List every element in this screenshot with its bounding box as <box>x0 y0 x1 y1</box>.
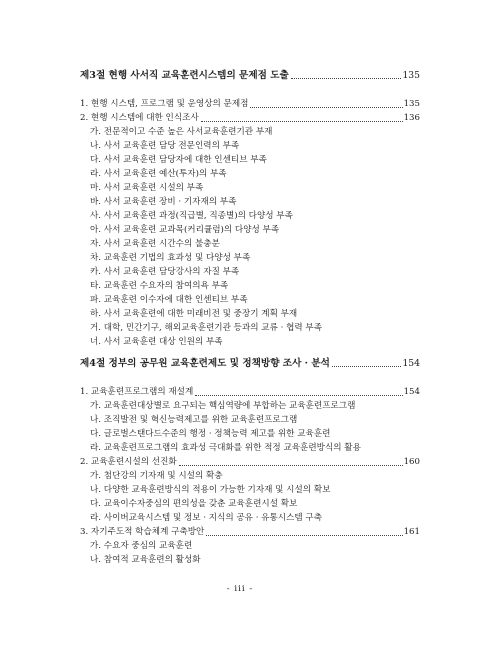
toc-subentry-text: 가. 첨단강의 기자재 및 시설의 확충 <box>90 471 223 481</box>
toc-subentry <box>0 278 480 292</box>
toc-subentry-text: 라. 교육훈련프로그램의 효과성 극대화를 위한 적정 교육훈련방식의 활용 <box>90 443 361 453</box>
toc-subentry <box>0 264 480 278</box>
toc-entry-page: 136 <box>403 113 420 123</box>
toc-subentry-text: 파. 교육훈련 이수자에 대한 인센티브 부족 <box>90 295 248 305</box>
section-4-title: 제4절 정부의 공무원 교육훈련제도 및 정책방향 조사 · 분석 <box>80 358 330 369</box>
toc-subentry-text: 가. 교육훈련대상별로 요구되는 핵심역량에 부합하는 교육훈련프로그램 <box>90 401 356 411</box>
section-3-heading <box>0 67 480 81</box>
toc-subentry <box>0 412 480 426</box>
toc-subentry-text: 나. 조직발전 및 혁신능력제고를 위한 교육훈련프로그램 <box>90 415 298 425</box>
leader-dots <box>179 459 403 466</box>
toc-subentry <box>0 482 480 496</box>
toc-subentry-text: 거. 대학, 민간기구, 해외교육훈련기관 등과의 교류 · 협력 부족 <box>90 323 323 333</box>
toc-entry <box>0 384 480 398</box>
toc-entry-page: 154 <box>403 387 420 397</box>
toc-subentry <box>0 426 480 440</box>
toc-subentry-text: 가. 전문적이고 수준 높은 사서교육훈련기관 부재 <box>90 127 273 137</box>
toc-subentry <box>0 222 480 236</box>
toc-subentry-text: 다. 글로벌스탠다드수준의 행정 · 정책능력 제고를 위한 교육훈련 <box>90 429 331 439</box>
toc-subentry-text: 아. 사서 교육훈련 교과목(커리큘럼)의 다양성 부족 <box>90 225 280 235</box>
toc-subentry <box>0 166 480 180</box>
leader-dots <box>201 115 403 122</box>
leader-dots <box>332 360 402 367</box>
toc-entry-page: 135 <box>403 99 420 109</box>
toc-subentry <box>0 468 480 482</box>
toc-subentry-text: 너. 사서 교육훈련 대상 인원의 부족 <box>90 337 223 347</box>
toc-subentry <box>0 334 480 348</box>
toc-subentry-text: 마. 사서 교육훈련 시설의 부족 <box>90 183 204 193</box>
toc-subentry-text: 나. 참여적 교육훈련의 활성화 <box>90 555 201 565</box>
leader-dots <box>195 389 402 396</box>
toc-subentry-text: 바. 사서 교육훈련 장비 · 기자재의 부족 <box>90 197 237 207</box>
section-3-title: 제3절 현행 사서직 교육훈련시스템의 문제점 도출 <box>80 70 289 81</box>
toc-entry-text: 1. 현행 시스템, 프로그램 및 운영상의 문제점 <box>80 99 249 109</box>
toc-subentry <box>0 496 480 510</box>
toc-subentry-text: 나. 다양한 교육훈련방식의 적용이 가능한 기자재 및 시설의 확보 <box>90 485 331 495</box>
toc-entry-page: 161 <box>403 527 420 537</box>
toc-entry-page: 160 <box>403 457 420 467</box>
toc-subentry-text: 사. 사서 교육훈련 과정(직급별, 직종별)의 다양성 부족 <box>90 211 293 221</box>
leader-dots <box>250 101 402 108</box>
toc-subentry <box>0 510 480 524</box>
toc-subentry-text: 라. 사서 교육훈련 예산(투자)의 부족 <box>90 169 227 179</box>
section-4-heading <box>0 355 480 369</box>
toc-subentry-text: 다. 교육이수자중심의 편의성을 갖춘 교육훈련시설 확보 <box>90 499 298 509</box>
toc-entry-text: 1. 교육훈련프로그램의 재설계 <box>80 387 194 397</box>
toc-subentry <box>0 180 480 194</box>
toc-subentry-text: 하. 사서 교육훈련에 대한 미래비전 및 중장기 계획 부재 <box>90 309 298 319</box>
toc-subentry <box>0 236 480 250</box>
toc-entry-text: 2. 교육훈련시설의 선진화 <box>80 457 177 467</box>
toc-entry <box>0 454 480 468</box>
toc-entry-text: 2. 현행 시스템에 대한 인식조사 <box>80 113 199 123</box>
toc-subentry-text: 다. 사서 교육훈련 담당자에 대한 인센티브 부족 <box>90 155 267 165</box>
toc-subentry <box>0 250 480 264</box>
toc-subentry <box>0 306 480 320</box>
toc-subentry-text: 가. 수요자 중심의 교육훈련 <box>90 541 193 551</box>
toc-subentry <box>0 292 480 306</box>
toc-subentry <box>0 440 480 454</box>
toc-entry <box>0 524 480 538</box>
toc-entry-text: 3. 자기주도적 학습체계 구축방안 <box>80 527 205 537</box>
toc-subentry <box>0 320 480 334</box>
leader-dots <box>291 72 402 79</box>
section-4-page: 154 <box>402 358 420 369</box>
toc-subentry <box>0 194 480 208</box>
leader-dots <box>206 529 402 536</box>
toc-entry <box>0 110 480 124</box>
toc-subentry <box>0 552 480 566</box>
toc-subentry <box>0 152 480 166</box>
toc-subentry-text: 카. 사서 교육훈련 담당강사의 자질 부족 <box>90 267 240 277</box>
toc-subentry-text: 타. 교육훈련 수요자의 참여의욕 부족 <box>90 281 229 291</box>
section-3-page: 135 <box>402 70 420 81</box>
toc-subentry <box>0 138 480 152</box>
toc-entry <box>0 96 480 110</box>
page-number: - iii - <box>226 584 254 594</box>
toc-subentry <box>0 398 480 412</box>
toc-subentry-text: 나. 사서 교육훈련 담당 전문인력의 부족 <box>90 141 240 151</box>
toc-subentry <box>0 124 480 138</box>
toc-subentry-text: 차. 교육훈련 기법의 효과성 및 다양성 부족 <box>90 253 251 263</box>
toc-subentry-text: 자. 사서 교육훈련 시간수의 불충분 <box>90 239 220 249</box>
toc-subentry <box>0 538 480 552</box>
toc-subentry <box>0 208 480 222</box>
toc-subentry-text: 라. 사이버교육시스템 및 정보 · 지식의 공유 · 유통시스템 구축 <box>90 513 323 523</box>
